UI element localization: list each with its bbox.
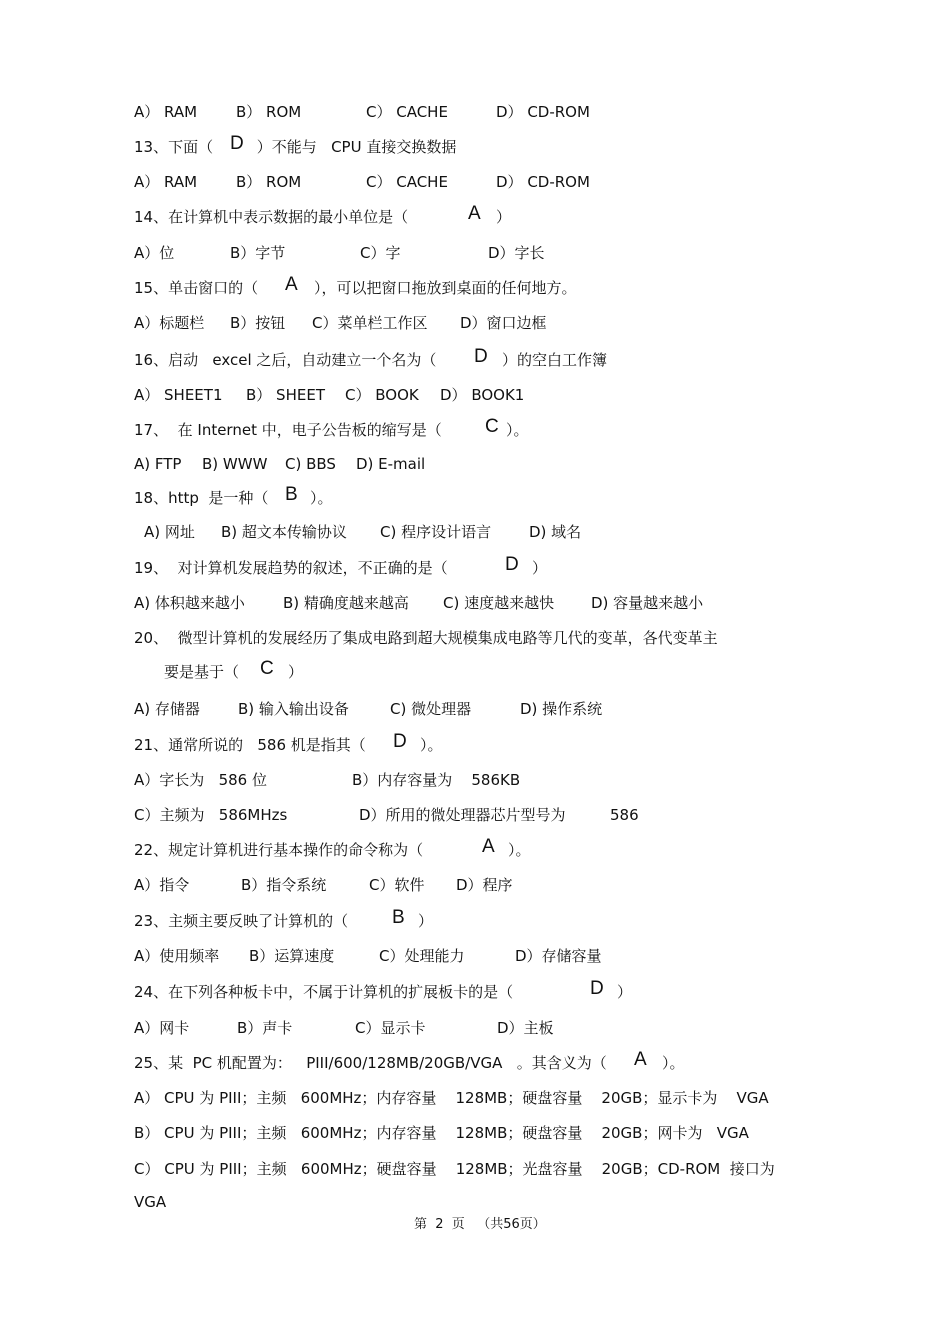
answer-letter: D	[393, 731, 407, 752]
text-segment: B）运算速度	[249, 947, 335, 965]
answer-letter: B	[285, 484, 298, 505]
text-segment: 19、 对计算机发展趋势的叙述，不正确的是（	[134, 559, 448, 577]
answer-letter: A	[634, 1049, 647, 1070]
page-footer: 第 2 页 （共56页）	[414, 1217, 546, 1232]
answer-letter: D	[505, 554, 519, 575]
text-segment: ）。	[420, 736, 443, 754]
text-segment: ）	[288, 663, 304, 681]
text-segment: A）指令	[134, 876, 190, 894]
text-segment: A） CPU 为 PIII；主频 600MHz；内存容量 128MB；硬盘容量 20GB；显示卡为 VGA	[134, 1089, 769, 1107]
text-segment: D）字长	[488, 244, 545, 262]
text-segment: D）所用的微处理器芯片型号为	[359, 806, 566, 824]
text-segment: 586	[610, 806, 639, 824]
text-segment: B） ROM	[236, 173, 302, 191]
text-segment: 21、通常所说的 586 机是指其（	[134, 736, 366, 754]
text-segment: D）窗口边框	[460, 314, 547, 332]
text-segment: A） RAM	[134, 173, 198, 191]
text-segment: A) 网址	[144, 523, 195, 541]
text-segment: D） CD-ROM	[496, 173, 590, 191]
text-segment: A) 体积越来越小	[134, 594, 245, 612]
text-segment: ），可以把窗口拖放到桌面的任何地方。	[314, 279, 577, 297]
text-segment: A）标题栏	[134, 314, 205, 332]
text-segment: A） RAM	[134, 103, 198, 121]
text-segment: C） BOOK	[345, 386, 419, 404]
text-segment: B）字节	[230, 244, 286, 262]
text-segment: 17、 在 Internet 中，电子公告板的缩写是（	[134, 421, 442, 439]
answer-letter: C	[260, 658, 274, 679]
text-segment: A）使用频率	[134, 947, 220, 965]
text-segment: A）字长为 586 位	[134, 771, 267, 789]
text-segment: A） SHEET1	[134, 386, 223, 404]
text-segment: C）主频为 586MHzs	[134, 806, 288, 824]
text-segment: VGA	[134, 1193, 167, 1211]
text-segment: ）不能与 CPU 直接交换数据	[252, 138, 457, 156]
text-segment: B）按钮	[230, 314, 286, 332]
answer-letter: B	[392, 907, 405, 928]
answer-letter: D	[474, 346, 488, 367]
text-segment: C）软件	[369, 876, 425, 894]
answer-letter: D	[590, 978, 604, 999]
text-segment: B） ROM	[236, 103, 302, 121]
text-segment: B) 输入输出设备	[238, 700, 349, 718]
text-segment: D）程序	[456, 876, 513, 894]
text-segment: A）网卡	[134, 1019, 190, 1037]
text-segment: 15、单击窗口的（	[134, 279, 259, 297]
text-segment: 20、 微型计算机的发展经历了集成电路到超大规模集成电路等几代的变革，各代变革主	[134, 629, 718, 647]
text-segment: 要是基于（	[164, 663, 240, 681]
text-segment: ）	[496, 208, 512, 226]
text-segment: B） CPU 为 PIII；主频 600MHz；内存容量 128MB；硬盘容量 20GB；网卡为 VGA	[134, 1124, 749, 1142]
answer-letter: D	[230, 133, 244, 154]
text-segment: ）。	[662, 1054, 685, 1072]
text-segment: C） CACHE	[366, 103, 448, 121]
text-segment: D) 容量越来越小	[591, 594, 704, 612]
text-segment: C) 速度越来越快	[443, 594, 555, 612]
text-segment: ）。	[310, 489, 333, 507]
text-segment: ）	[532, 559, 548, 577]
text-segment: 23、主频主要反映了计算机的（	[134, 912, 349, 930]
text-segment: 18、http 是一种（	[134, 489, 269, 507]
text-segment: 22、规定计算机进行基本操作的命令称为（	[134, 841, 424, 859]
text-segment: ）。	[506, 421, 529, 439]
text-segment: 24、在下列各种板卡中，不属于计算机的扩展板卡的是（	[134, 983, 514, 1001]
text-segment: C）处理能力	[379, 947, 465, 965]
text-segment: B) WWW	[202, 455, 268, 473]
answer-letter: A	[482, 836, 495, 857]
text-segment: 14、在计算机中表示数据的最小单位是（	[134, 208, 409, 226]
text-segment: C) BBS	[285, 455, 336, 473]
text-segment: D) 域名	[529, 523, 582, 541]
text-segment: 13、下面（	[134, 138, 218, 156]
text-segment: B）内存容量为 586KB	[352, 771, 521, 789]
text-segment: D）存储容量	[515, 947, 602, 965]
text-segment: C）菜单栏工作区	[312, 314, 428, 332]
answer-letter: A	[468, 203, 481, 224]
text-segment: C） CACHE	[366, 173, 448, 191]
text-segment: B) 超文本传输协议	[221, 523, 347, 541]
text-segment: 16、启动 excel 之后，自动建立一个名为（	[134, 351, 437, 369]
text-segment: ）	[617, 983, 633, 1001]
text-segment: B） SHEET	[246, 386, 325, 404]
text-segment: ）。	[508, 841, 531, 859]
text-segment: D) 操作系统	[520, 700, 603, 718]
text-segment: A）位	[134, 244, 175, 262]
text-segment: 25、某 PC 机配置为： PIII/600/128MB/20GB/VGA 。其含义为（	[134, 1054, 607, 1072]
text-segment: D) E-mail	[356, 455, 426, 473]
text-segment: D）主板	[497, 1019, 554, 1037]
text-segment: C) 微处理器	[390, 700, 472, 718]
text-segment: A) 存储器	[134, 700, 200, 718]
text-segment: D） CD-ROM	[496, 103, 590, 121]
text-segment: B) 精确度越来越高	[283, 594, 409, 612]
text-segment: A) FTP	[134, 455, 182, 473]
text-segment: B）声卡	[237, 1019, 293, 1037]
text-segment: B）指令系统	[241, 876, 327, 894]
text-segment: ）的空白工作簿	[502, 351, 608, 369]
text-segment: C）显示卡	[355, 1019, 426, 1037]
answer-letter: C	[485, 416, 499, 437]
text-segment: C） CPU 为 PIII；主频 600MHz；硬盘容量 128MB；光盘容量 20GB；CD-ROM 接口为	[134, 1160, 775, 1178]
answer-letter: A	[285, 274, 298, 295]
text-segment: D） BOOK1	[440, 386, 525, 404]
text-segment: C) 程序设计语言	[380, 523, 492, 541]
text-segment: ）	[418, 912, 434, 930]
text-segment: C）字	[360, 244, 401, 262]
